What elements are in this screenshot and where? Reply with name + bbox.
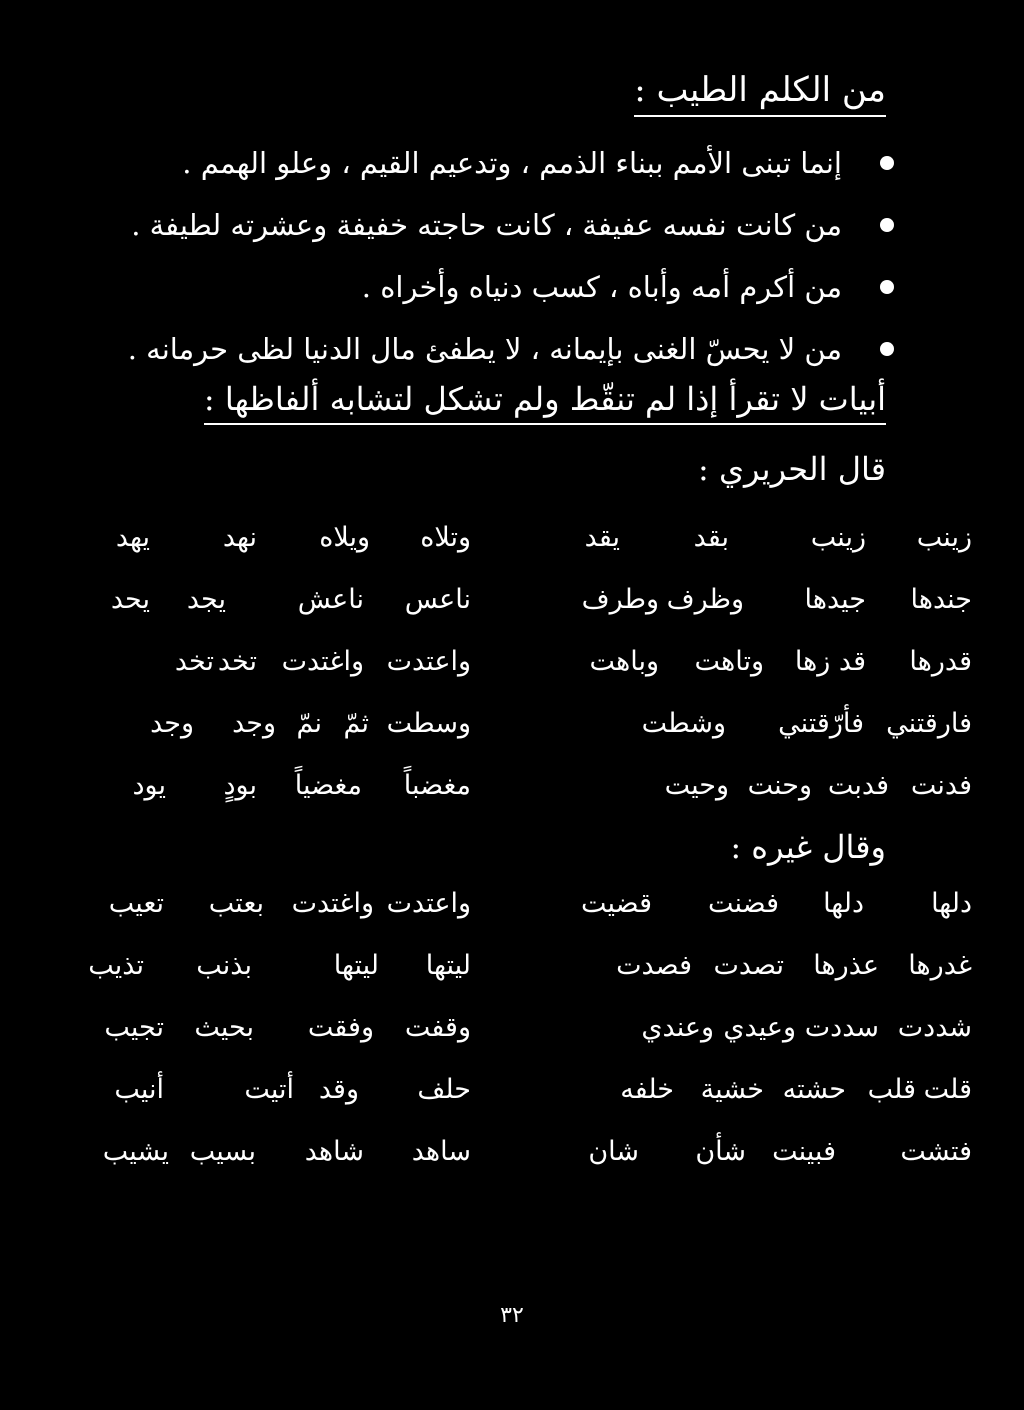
verses-heading: أبيات لا تقرأ إذا لم تنقّط ولم تشكل لتشابه ألفاظها :	[204, 382, 886, 425]
verse-word: فدبت	[827, 770, 889, 801]
verse-row	[0, 1074, 1024, 1136]
verse-word: تجيب	[104, 1012, 164, 1043]
hariri-verses	[0, 522, 1024, 832]
verse-word: وفقت	[307, 1012, 374, 1043]
verse-word: بذنب	[196, 950, 252, 981]
verse-word: فبينت	[772, 1136, 836, 1167]
verse-row	[0, 1136, 1024, 1198]
verse-row	[0, 522, 1024, 584]
verse-word: بعتب	[208, 888, 264, 919]
verse-word: وتلاه	[420, 522, 471, 553]
verse-row	[0, 770, 1024, 832]
other-verses	[0, 888, 1024, 1198]
verse-word: وعندي	[641, 1012, 714, 1043]
verse-word: تخد	[217, 646, 257, 677]
verse-word: تخد	[174, 646, 214, 677]
saying-text: من كانت نفسه عفيفة ، كانت حاجته خفيفة وعشرته لطيفة .	[131, 208, 842, 242]
saying-text: إنما تبنى الأمم ببناء الذمم ، وتدعيم القيم ، وعلو الهمم .	[182, 146, 842, 180]
verse-word: ليتها	[333, 950, 379, 981]
verse-word: بسيب	[189, 1136, 256, 1167]
verse-word: قدرها	[909, 646, 972, 677]
verse-word: شأن	[695, 1136, 746, 1167]
bullet-dot-icon	[880, 156, 894, 170]
verse-word: وقد	[318, 1074, 359, 1105]
verse-row	[0, 888, 1024, 950]
verse-word: يود	[132, 770, 166, 801]
bullet-dot-icon	[880, 218, 894, 232]
verse-word: قضيت	[581, 888, 652, 919]
verse-word: سددت	[804, 1012, 879, 1043]
verse-word: أتيت	[244, 1074, 294, 1105]
verse-word: تعيب	[108, 888, 164, 919]
verse-word: شان	[588, 1136, 639, 1167]
verse-word: وعيدي	[723, 1012, 796, 1043]
verse-word: يهد	[115, 522, 150, 553]
verse-word: قد زها	[794, 646, 866, 677]
verse-word: ساهد	[411, 1136, 471, 1167]
verse-word: نمّ	[296, 708, 322, 739]
verse-word: دلها	[931, 888, 972, 919]
verse-word: وحنت	[747, 770, 812, 801]
verse-word: وقفت	[404, 1012, 471, 1043]
verse-word: يجد	[186, 584, 226, 615]
verse-word: شاهد	[304, 1136, 364, 1167]
other-poet-title: وقال غيره :	[730, 828, 886, 866]
saying-text: من أكرم أمه وأباه ، كسب دنياه وأخراه .	[361, 270, 842, 304]
verse-word: وجد	[232, 708, 276, 739]
verse-word: وطرف	[581, 584, 659, 615]
verse-word: زينب	[810, 522, 866, 553]
verse-word: وظرف	[666, 584, 744, 615]
verse-word: فدنت	[910, 770, 972, 801]
hariri-title: قال الحريري :	[698, 450, 886, 488]
verse-word: يحد	[110, 584, 150, 615]
verse-word: يشيب	[102, 1136, 169, 1167]
verse-word: دلها	[823, 888, 864, 919]
verse-word: جندها	[910, 584, 972, 615]
verse-word: عذرها	[813, 950, 879, 981]
bullet-dot-icon	[880, 342, 894, 356]
verse-word: ويلاه	[319, 522, 370, 553]
page-heading: من الكلم الطيب :	[634, 72, 886, 117]
verse-word: ثمّ	[343, 708, 369, 739]
sayings-list	[127, 132, 894, 380]
verse-word: وجد	[150, 708, 194, 739]
saying-item	[127, 318, 894, 380]
verse-row	[0, 708, 1024, 770]
verse-word: واغتدت	[281, 646, 364, 677]
verse-word: مغضباً	[403, 770, 471, 801]
verse-word: واعتدت	[386, 646, 471, 677]
verse-word: قلت	[923, 1074, 972, 1105]
verse-word: فصدت	[616, 950, 692, 981]
verse-word: غدرها	[908, 950, 972, 981]
verse-row	[0, 584, 1024, 646]
verse-word: وشطت	[641, 708, 726, 739]
verse-word: ناعش	[297, 584, 364, 615]
saying-item	[134, 256, 894, 318]
verse-word: فأرّقتني	[778, 708, 864, 739]
saying-item	[131, 194, 894, 256]
verse-word: بودٍ	[223, 770, 257, 801]
verse-word: حلف	[417, 1074, 471, 1105]
page-number: ٣٢	[500, 1303, 524, 1328]
verse-word: بقد	[693, 522, 729, 553]
verse-word: مغضياً	[294, 770, 362, 801]
verse-word: فتشت	[900, 1136, 972, 1167]
verse-word: جيدها	[804, 584, 866, 615]
verse-word: زينب	[916, 522, 972, 553]
verse-row	[0, 1012, 1024, 1074]
verse-word: أنيب	[114, 1074, 164, 1105]
verse-word: ليتها	[425, 950, 471, 981]
verse-word: وباهت	[589, 646, 659, 677]
verse-word: وحيت	[664, 770, 729, 801]
bullet-dot-icon	[880, 280, 894, 294]
saying-text: من لا يحسّ الغنى بإيمانه ، لا يطفئ مال الدنيا لظى حرمانه .	[127, 332, 842, 366]
verse-word: واغتدت	[291, 888, 374, 919]
verse-word: تذيب	[88, 950, 144, 981]
verse-word: وسطت	[386, 708, 471, 739]
verse-word: قلب	[867, 1074, 916, 1105]
verse-word: بحيث	[194, 1012, 254, 1043]
verse-word: وتاهت	[694, 646, 764, 677]
verse-word: خشية	[700, 1074, 764, 1105]
verse-word: نهد	[222, 522, 257, 553]
verse-word: فارقتني	[886, 708, 972, 739]
verse-word: حشته	[782, 1074, 846, 1105]
verse-word: واعتدت	[386, 888, 471, 919]
saying-item	[134, 132, 894, 194]
verse-row	[0, 646, 1024, 708]
verse-row	[0, 950, 1024, 1012]
verse-word: تصدت	[713, 950, 784, 981]
verse-word: خلفه	[620, 1074, 674, 1105]
verse-word: ناعس	[404, 584, 471, 615]
verse-word: فضنت	[708, 888, 779, 919]
verse-word: شددت	[897, 1012, 972, 1043]
verse-word: يقد	[584, 522, 620, 553]
